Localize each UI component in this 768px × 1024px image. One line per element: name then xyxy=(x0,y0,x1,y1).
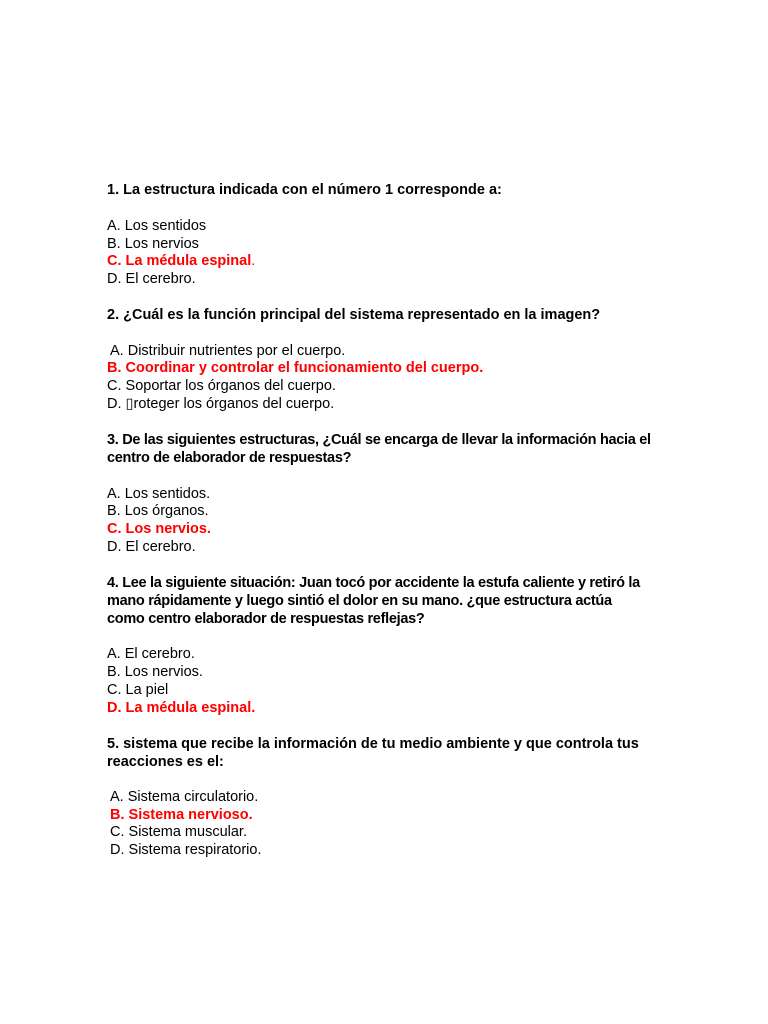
q3-option-d: D. El cerebro. xyxy=(107,539,196,555)
q2-option-d: D. ▯roteger los órganos del cuerpo. xyxy=(107,396,335,412)
q1-option-d: D. El cerebro. xyxy=(107,271,196,287)
q3-option-b: B. Los órganos. xyxy=(107,503,209,519)
q2-option-a: A. Distribuir nutrientes por el cuerpo. xyxy=(110,343,346,359)
question-1: 1. La estructura indicada con el número 1 corresponde a: xyxy=(107,182,502,198)
q4-option-c: C. La piel xyxy=(107,682,169,698)
q5-option-b-correct: B. Sistema nervioso. xyxy=(110,807,253,823)
question-5: 5. sistema que recibe la información de tu medio ambiente y que controla tus reacciones es el: xyxy=(107,736,639,770)
q4-option-d-correct: D. La médula espinal. xyxy=(107,700,256,716)
question-2: 2. ¿Cuál es la función principal del sistema representado en la imagen? xyxy=(107,307,601,323)
q1-option-c-correct: C. La médula espinal xyxy=(107,253,252,269)
question-3: 3. De las siguientes estructuras, ¿Cuál se encarga de llevar la información hacia el centro de elaborador de respuestas? xyxy=(107,432,651,466)
q5-option-a: A. Sistema circulatorio. xyxy=(110,789,259,805)
q4-option-b: B. Los nervios. xyxy=(107,664,203,680)
q2-option-c: C. Soportar los órganos del cuerpo. xyxy=(107,378,336,394)
question-4: 4. Lee la siguiente situación: Juan tocó por accidente la estufa caliente y retiró la mano rápidamente y luego sintió el dolor en su mano. ¿que estructura actúa como centro elaborador de respuestas reflejas? xyxy=(107,575,640,627)
q4-option-a: A. El cerebro. xyxy=(107,646,195,662)
q3-option-c-correct: C. Los nervios. xyxy=(107,521,211,537)
q5-option-c: C. Sistema muscular. xyxy=(110,824,247,840)
q1-option-b: B. Los nervios xyxy=(107,236,199,252)
q1-option-c-period: . xyxy=(251,253,256,269)
q1-option-c-row xyxy=(107,252,255,270)
q5-option-d: D. Sistema respiratorio. xyxy=(110,842,262,858)
q3-option-a: A. Los sentidos. xyxy=(107,486,211,502)
q1-option-a: A. Los sentidos xyxy=(107,218,207,234)
q2-option-b-correct: B. Coordinar y controlar el funcionamiento del cuerpo. xyxy=(107,360,484,376)
